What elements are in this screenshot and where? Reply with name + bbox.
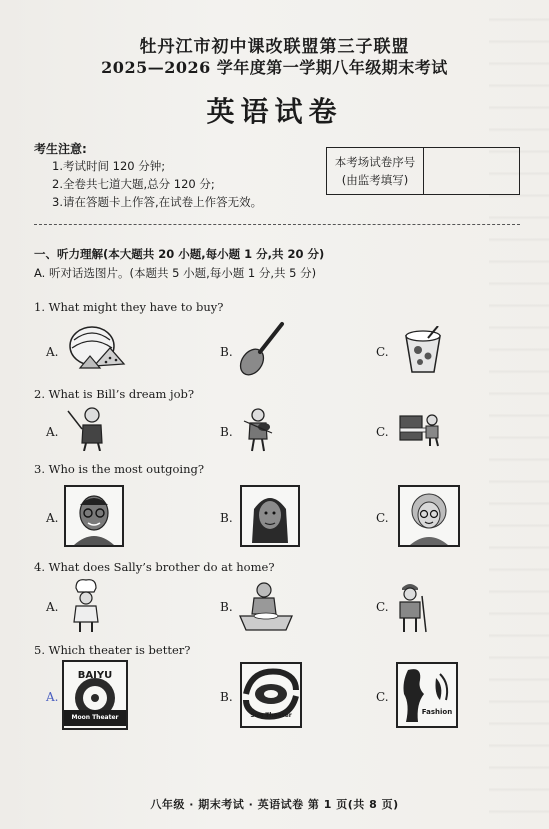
notice-title: 考生注意:	[34, 142, 87, 156]
seat-number-label	[327, 148, 424, 194]
notice-item-1: 1.考试时间 120 分钟;	[52, 159, 166, 173]
q2-option-b[interactable]: B.	[220, 425, 233, 439]
moon-theater-logo	[62, 660, 128, 730]
moon-logo-name: Moon Theater	[71, 714, 119, 721]
moon-logo-brand: BAIYU	[77, 670, 113, 681]
page-footer: 八年级 · 期末考试 · 英语试卷 第 1 页(共 8 页)	[150, 798, 399, 811]
q3-frame-b	[240, 485, 300, 547]
cook-icon	[68, 578, 104, 634]
header-exam-name: 2025—2026 学年度第一学期八年级期末考试	[101, 58, 448, 77]
q1-option-a[interactable]: A.	[46, 345, 59, 359]
q3-option-b[interactable]: B.	[220, 511, 233, 525]
q4-option-c[interactable]: C.	[376, 600, 389, 614]
question-1: 1. What might they have to buy?	[34, 300, 224, 314]
q3-frame-a	[64, 485, 124, 547]
q5-option-c[interactable]: C.	[376, 690, 389, 704]
q1-option-b[interactable]: B.	[220, 345, 233, 359]
notice-item-3: 3.请在答题卡上作答,在试卷上作答无效。	[52, 195, 263, 209]
q4-option-b[interactable]: B.	[220, 600, 233, 614]
fashion-logo-name: Fashion	[421, 708, 453, 716]
seat-number-field[interactable]	[424, 148, 519, 194]
q1-option-c[interactable]: C.	[376, 345, 389, 359]
man-with-glasses-icon	[66, 487, 122, 545]
watermelon-icon	[66, 322, 128, 370]
fashion-theater-logo	[396, 662, 458, 728]
violinist-icon	[240, 407, 276, 453]
fashion-silhouette-icon	[398, 664, 456, 726]
q4-option-a[interactable]: A.	[46, 600, 59, 614]
seat-label-line1: 本考场试卷序号	[334, 155, 416, 169]
seat-number-box	[326, 147, 520, 195]
dishwashing-icon	[236, 578, 296, 634]
header-union-name: 牡丹江市初中课改联盟第三子联盟	[139, 37, 410, 57]
page-title: 英语试卷	[206, 95, 343, 128]
q2-option-a[interactable]: A.	[46, 425, 59, 439]
q3-option-c[interactable]: C.	[376, 511, 389, 525]
sweeping-icon	[394, 580, 430, 636]
section-divider	[34, 224, 520, 225]
notice-item-2: 2.全卷共七道大题,总分 120 分;	[52, 177, 215, 191]
old-woman-icon	[400, 487, 458, 545]
conductor-icon	[64, 405, 108, 451]
spoon-icon	[238, 318, 288, 380]
q2-option-c[interactable]: C.	[376, 425, 389, 439]
pianist-icon	[398, 410, 442, 448]
question-5: 5. Which theater is better?	[34, 643, 191, 657]
q3-frame-c	[398, 485, 460, 547]
q3-option-a[interactable]: A.	[46, 511, 59, 525]
seat-label-line2: (由监考填写)	[341, 173, 409, 187]
woman-long-hair-icon	[242, 487, 298, 545]
q5-option-b[interactable]: B.	[220, 690, 233, 704]
section-title: 一、听力理解(本大题共 20 小题,每小题 1 分,共 20 分)	[34, 247, 325, 261]
yogurt-cup-icon	[398, 326, 448, 376]
sun-logo-name: Sun Theater	[250, 712, 292, 719]
question-4: 4. What does Sally’s brother do at home?	[34, 560, 275, 574]
q5-option-a[interactable]: A.	[46, 690, 59, 704]
question-2: 2. What is Bill’s dream job?	[34, 387, 195, 401]
question-3: 3. Who is the most outgoing?	[34, 462, 205, 476]
section-a-title: A. 听对话选图片。(本题共 5 小题,每小题 1 分,共 5 分)	[34, 266, 317, 280]
sun-theater-logo	[240, 662, 302, 728]
